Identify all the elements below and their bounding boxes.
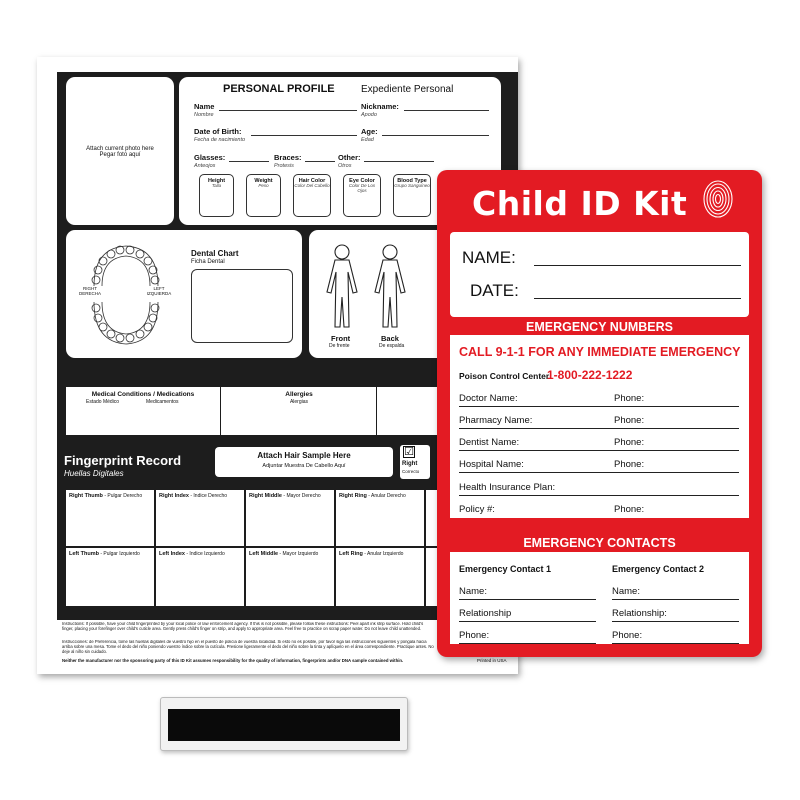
doctor-phone-label: Phone: [614, 393, 645, 404]
dental-right-label: RIGHT DERECHA [78, 286, 101, 296]
finger-name-es: - Pulgar Izquierdo [100, 551, 140, 557]
right-check-box[interactable] [400, 445, 430, 479]
age-sub: Edad [361, 137, 374, 143]
finger-name-es: - Pulgar Derecho [104, 493, 143, 499]
hair-sample-sub: Adjuntar Muestra De Cabello Aquí [262, 463, 346, 469]
photo-sub-label: Pegar foto aquí [99, 152, 141, 158]
nickname-label: Nickname: [361, 102, 399, 111]
finger-name-es: - Mayor Izquierdo [279, 551, 319, 557]
blood-type-box[interactable] [393, 174, 431, 217]
finger-name-es: - Indice Izquierdo [186, 551, 225, 557]
age-field[interactable] [382, 135, 489, 136]
hair-color-label: Hair Color [298, 178, 326, 184]
contact-1-phone-label: Phone: [459, 630, 490, 641]
braces-label: Braces: [274, 153, 302, 162]
hair-sample-title: Attach Hair Sample Here [257, 451, 351, 460]
fingerprint-cell-left-middle[interactable] [245, 547, 335, 607]
right-check-label: Right [402, 461, 418, 467]
profile-title-es: Expediente Personal [361, 84, 454, 95]
contact-1-phone-field[interactable] [459, 643, 596, 644]
eye-color-box[interactable] [343, 174, 381, 217]
name-label: NAME: [462, 248, 516, 267]
fingerprint-cell-right-index[interactable] [155, 489, 245, 547]
fingerprint-cell-left-ring[interactable] [335, 547, 425, 607]
policy-label: Policy #: [459, 504, 495, 515]
back-sub: De espalda [379, 343, 405, 349]
front-sub: De frente [329, 343, 350, 349]
contact-2-relationship-label: Relationship: [612, 608, 667, 619]
contact-2-name-label: Name: [612, 586, 640, 597]
fingerprint-cell-left-thumb[interactable] [65, 547, 155, 607]
allergies-sub: Alergias [289, 399, 309, 405]
hospital-phone-label: Phone: [614, 459, 645, 470]
medical-label: Medical Conditions / Medications [91, 391, 195, 398]
blood-type-sub: Grupo Sanguíneo [394, 183, 430, 189]
nickname-sub: Apodo [361, 112, 377, 118]
date-label: DATE: [470, 281, 519, 300]
blood-type-label: Blood Type [397, 178, 427, 184]
finger-name: Right Index [159, 493, 189, 499]
pharmacy-name-label: Pharmacy Name: [459, 415, 533, 426]
checkbox-checked-icon[interactable]: ☑ [404, 446, 414, 458]
photo-label: Attach current photo here [86, 146, 154, 152]
glasses-field[interactable] [229, 161, 269, 162]
nickname-field[interactable] [404, 110, 489, 111]
finger-name-es: - Indice Derecho [190, 493, 228, 499]
doctor-name-label: Doctor Name: [459, 393, 518, 404]
contact-1-label: Emergency Contact 1 [459, 564, 552, 574]
other-field[interactable] [364, 161, 434, 162]
name-field[interactable] [219, 110, 357, 111]
fingerprint-sub: Huellas Digitales [64, 469, 124, 478]
finger-name: Right Ring [339, 493, 367, 499]
allergies-label: Allergies [285, 391, 313, 398]
finger-name: Left Ring [339, 551, 363, 557]
dentist-phone-label: Phone: [614, 437, 645, 448]
finger-name: Left Thumb [69, 551, 99, 557]
name-label: Name [194, 102, 215, 111]
front-label: Front [331, 334, 351, 343]
name-sub: Nombre [194, 112, 214, 118]
contact-2-phone-label: Phone: [612, 630, 643, 641]
age-label: Age: [361, 127, 378, 136]
disclaimer: Neither the manufacturer nor the sponsoring party of this ID Kit assumes responsibility for the quality of information, fingerprints and/or DNA sample contained within. [62, 658, 404, 663]
finger-name-es: - Mayor Derecho [283, 493, 321, 499]
dental-left-label: LEFT IZQUIERDA [146, 286, 172, 296]
right-check-sub: Correcto [402, 469, 420, 474]
weight-box[interactable] [246, 174, 281, 217]
ink-pad [168, 709, 400, 741]
allergies-field[interactable] [222, 387, 377, 435]
other-sub: Otros [338, 163, 352, 169]
eye-color-sub: Color De Los Ojos [348, 183, 376, 193]
emergency-contacts-header: EMERGENCY CONTACTS [523, 536, 676, 550]
dental-chart-title: Dental Chart [191, 249, 239, 258]
dentist-field[interactable] [459, 450, 739, 451]
dob-field[interactable] [251, 135, 357, 136]
medical-sub-2: Medicamentos [146, 399, 179, 405]
body-outline-icon [317, 242, 417, 332]
dental-chart-sub: Ficha Dental [191, 259, 225, 265]
poison-control-number: 1-800-222-1222 [547, 368, 633, 382]
call-911-line: CALL 9-1-1 FOR ANY IMMEDIATE EMERGENCY [459, 345, 741, 359]
height-sub: Talla [211, 183, 222, 189]
height-box[interactable] [199, 174, 234, 217]
contact-1-relationship-field[interactable] [459, 621, 596, 622]
hospital-field[interactable] [459, 472, 739, 473]
dob-label: Date of Birth: [194, 127, 242, 136]
pharmacy-phone-label: Phone: [614, 415, 645, 426]
hair-color-box[interactable] [293, 174, 331, 217]
hospital-name-label: Hospital Name: [459, 459, 524, 470]
policy-phone-label: Phone: [614, 504, 645, 515]
card-title: Child ID Kit [472, 184, 688, 223]
finger-name: Right Middle [249, 493, 282, 499]
emergency-contacts-panel [450, 552, 749, 644]
ink-strip[interactable] [160, 697, 408, 751]
braces-field[interactable] [305, 161, 335, 162]
finger-name: Left Index [159, 551, 185, 557]
dentist-name-label: Dentist Name: [459, 437, 520, 448]
contact-2-phone-field[interactable] [612, 643, 739, 644]
card-date-field[interactable] [534, 298, 741, 299]
dob-sub: Fecha de nacimiento [194, 137, 246, 143]
contact-2-label: Emergency Contact 2 [612, 564, 705, 574]
contact-2-name-field[interactable] [612, 599, 739, 600]
finger-name: Right Thumb [69, 493, 103, 499]
hair-color-sub: Color Del Cabello [294, 183, 330, 189]
fingerprint-cell-right-thumb[interactable] [65, 489, 155, 547]
dental-notes-field[interactable] [191, 269, 293, 343]
fingerprint-cell-right-middle[interactable] [245, 489, 335, 547]
fingerprint-cell-left-index[interactable] [155, 547, 245, 607]
eye-color-label: Eye Color [349, 178, 375, 184]
weight-sub: Peso [258, 183, 269, 189]
contact-2-relationship-field[interactable] [612, 621, 739, 622]
poison-control-label: Poison Control Center: [459, 371, 553, 381]
glasses-label: Glasses: [194, 153, 226, 162]
doctor-field[interactable] [459, 406, 739, 407]
medical-row [66, 387, 501, 435]
back-label: Back [381, 334, 399, 343]
weight-label: Weight [254, 178, 273, 184]
finger-name: Left Middle [249, 551, 279, 557]
medical-conditions-field[interactable] [66, 387, 221, 435]
insurance-field[interactable] [459, 495, 739, 496]
fingerprint-title: Fingerprint Record [64, 453, 182, 468]
emergency-numbers-header: EMERGENCY NUMBERS [525, 320, 673, 334]
contact-1-relationship-label: Relationship [459, 608, 512, 619]
fingerprint-cell-right-ring[interactable] [335, 489, 425, 547]
printed-in-usa: Printed in USA [477, 658, 507, 663]
braces-sub: Protesis [274, 163, 294, 169]
contact-1-name-field[interactable] [459, 599, 596, 600]
glasses-sub: Anteojos [194, 163, 216, 169]
child-id-card [437, 170, 762, 657]
medical-sub: Estado Médico [86, 399, 120, 405]
emergency-numbers-panel [450, 335, 749, 518]
contact-1-name-label: Name: [459, 586, 487, 597]
fingerprint-icon [701, 178, 735, 220]
instructions-en: Instructions: If possible, have your child fingerprinted by your local police or law enforcement agency. If this is not possible, please follow these instructions: Peel apart ink strip surface. Hold child's finger, placing your forefinger over child's cuticle area. Gently press child's finger on strip, and apply to appropriate area. Feel free to practice on scrap paper water. Do not leave child unattended. [62, 622, 424, 631]
name-date-panel [450, 232, 749, 317]
finger-name-es: - Anular Izquierdo [364, 551, 404, 557]
dental-chart-box [66, 230, 302, 358]
height-label: Height [207, 178, 226, 184]
card-name-field[interactable] [534, 265, 741, 266]
finger-name-es: - Anular Derecho [368, 493, 406, 499]
pharmacy-field[interactable] [459, 428, 739, 429]
profile-title: PERSONAL PROFILE [223, 83, 335, 95]
other-label: Other: [338, 153, 361, 162]
photo-box[interactable] [66, 77, 174, 225]
insurance-label: Health Insurance Plan: [459, 482, 556, 493]
instructions-es: Instrucciones: de Preferencia, tome las huellas digitales de vuestro hijo en el puesto de policía de vuestra localidad. Si esto no es posible, por favor siga las instrucciones siguientes y pongala hacia arriba sobre una mesa. Tome el dedo del niño poniendo vuestro índice sobre la cutícula. Presione ligeramente el dedo del niño sobre la tinta y aplíquelo en el área correspondiente. Practique antes. No deje al niño sin cuidado. [62, 640, 434, 654]
hair-sample-box[interactable] [215, 447, 393, 477]
